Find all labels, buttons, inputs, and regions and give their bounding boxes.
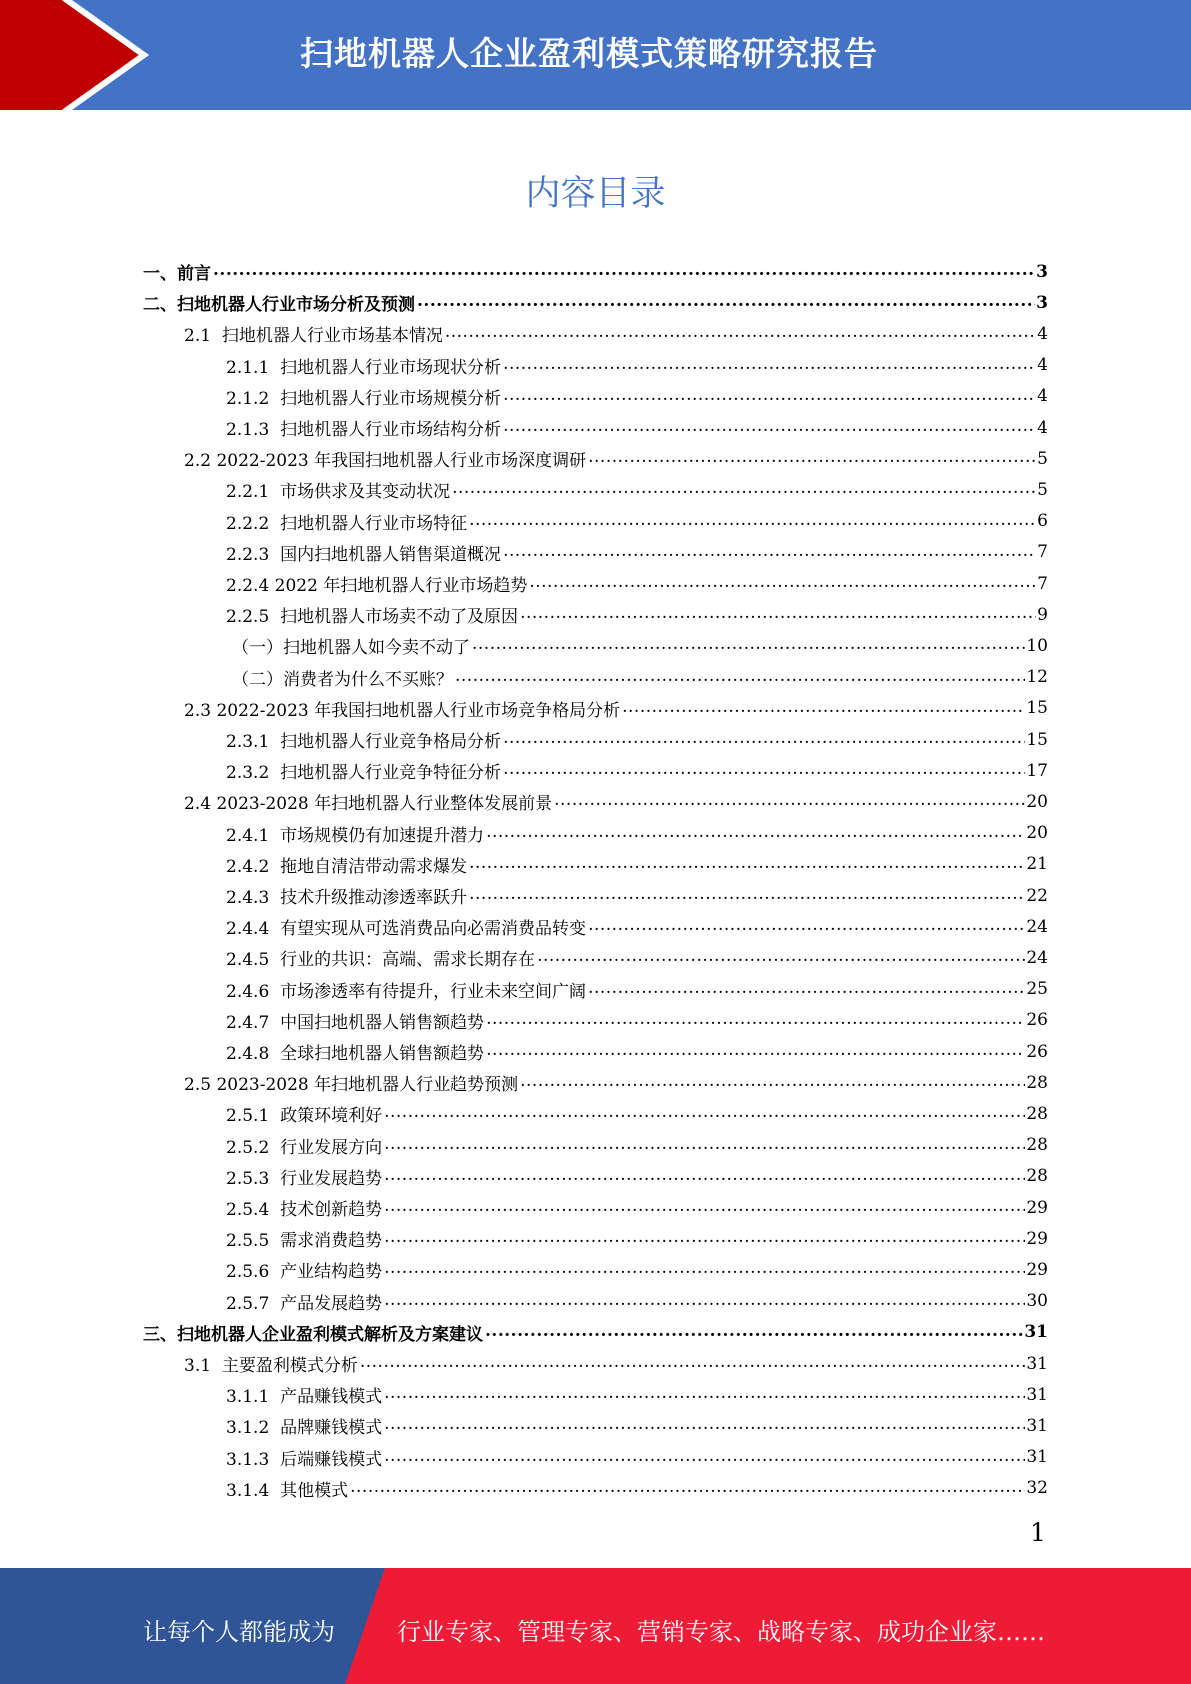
toc-entry-label: 2.2.1 市场供求及其变动状况 xyxy=(226,482,451,503)
toc-leader-dots xyxy=(485,1323,1023,1340)
toc-entry[interactable] xyxy=(226,599,1048,630)
toc-entry[interactable] xyxy=(226,1192,1048,1223)
toc-entry-page: 21 xyxy=(1026,854,1048,875)
toc-entry[interactable] xyxy=(226,412,1048,443)
toc-entry-page: 30 xyxy=(1026,1291,1048,1312)
toc-leader-dots xyxy=(486,1011,1025,1028)
toc-entry-page: 29 xyxy=(1026,1259,1048,1280)
toc-entry-page: 28 xyxy=(1026,1072,1048,1093)
toc-entry-label: 2.4.6 市场渗透率有待提升，行业未来空间广阔 xyxy=(226,981,587,1002)
toc-entry[interactable] xyxy=(184,443,1048,474)
toc-leader-dots xyxy=(588,980,1025,997)
toc-leader-dots xyxy=(588,449,1036,466)
toc-entry-page: 7 xyxy=(1037,542,1048,563)
toc-entry[interactable] xyxy=(143,1317,1048,1348)
toc-leader-dots xyxy=(360,1354,1026,1371)
toc-leader-dots xyxy=(384,1136,1025,1153)
toc-entry-label: 2.4.7 中国扫地机器人销售额趋势 xyxy=(226,1012,485,1033)
chevron-logo-icon xyxy=(0,0,200,110)
toc-leader-dots xyxy=(486,1042,1025,1059)
toc-entry-page: 5 xyxy=(1037,448,1048,469)
toc-entry-label: 2.5.5 需求消费趋势 xyxy=(226,1231,383,1252)
toc-entry[interactable] xyxy=(184,318,1048,349)
toc-entry[interactable] xyxy=(226,1254,1048,1285)
toc-entry[interactable] xyxy=(226,1130,1048,1161)
toc-entry-label: 2.5 2023-2028 年扫地机器人行业趋势预测 xyxy=(184,1075,519,1096)
toc-entry-label: 3.1.1 产品赚钱模式 xyxy=(226,1387,383,1408)
toc-entry-label: 二、扫地机器人行业市场分析及预测 xyxy=(143,295,415,316)
toc-entry-label: 2.4 2023-2028 年扫地机器人行业整体发展前景 xyxy=(184,794,553,815)
toc-leader-dots xyxy=(384,1198,1025,1215)
toc-entry[interactable] xyxy=(226,474,1048,505)
report-title: 扫地机器人企业盈利模式策略研究报告 xyxy=(300,34,878,73)
toc-leader-dots xyxy=(384,1104,1025,1121)
toc-entry[interactable] xyxy=(226,942,1048,973)
toc-leader-dots xyxy=(469,886,1025,903)
toc-leader-dots xyxy=(503,418,1036,435)
toc-entry-label: 2.1 扫地机器人行业市场基本情况 xyxy=(184,326,443,347)
toc-entry[interactable] xyxy=(226,506,1048,537)
toc-entry[interactable] xyxy=(226,537,1048,568)
toc-entry-label: 3.1 主要盈利模式分析 xyxy=(184,1356,358,1376)
toc-entry[interactable] xyxy=(226,1098,1048,1129)
toc-entry[interactable] xyxy=(226,1223,1048,1254)
toc-leader-dots xyxy=(213,262,1035,279)
toc-entry-label: 2.5.6 产业结构趋势 xyxy=(226,1262,383,1283)
toc-leader-dots xyxy=(529,574,1036,591)
toc-entry-page: 28 xyxy=(1026,1166,1048,1187)
toc-entry-page: 20 xyxy=(1026,823,1048,844)
toc-entry-label: 2.3 2022-2023 年我国扫地机器人行业市场竞争格局分析 xyxy=(184,700,621,721)
toc-entry-label: 3.1.2 品牌赚钱模式 xyxy=(226,1418,383,1439)
toc-entry-label: 2.4.8 全球扫地机器人销售额趋势 xyxy=(226,1044,485,1064)
toc-entry[interactable] xyxy=(184,1067,1048,1098)
toc-entry-page: 20 xyxy=(1026,791,1048,812)
toc-entry-page: 25 xyxy=(1026,979,1048,1000)
toc-leader-dots xyxy=(503,543,1036,560)
toc-leader-dots xyxy=(452,480,1036,497)
toc-title: 内容目录 xyxy=(525,174,666,214)
toc-entry-page: 9 xyxy=(1037,604,1048,625)
toc-leader-dots xyxy=(384,1229,1025,1246)
toc-entry[interactable] xyxy=(226,818,1048,849)
toc-leader-dots xyxy=(520,605,1036,622)
toc-entry-page: 7 xyxy=(1037,573,1048,594)
toc-entry-page: 28 xyxy=(1026,1135,1048,1156)
toc-entry-page: 22 xyxy=(1026,885,1048,906)
toc-entry-label: 2.3.1 扫地机器人行业竞争格局分析 xyxy=(226,732,502,752)
toc-entry-page: 31 xyxy=(1026,1353,1048,1374)
toc-leader-dots xyxy=(384,1385,1025,1402)
toc-leader-dots xyxy=(503,761,1025,778)
toc-entry[interactable] xyxy=(226,1286,1048,1317)
toc-entry-page: 31 xyxy=(1026,1447,1048,1468)
toc-entry-label: 3.1.3 后端赚钱模式 xyxy=(226,1449,383,1470)
toc-entry-label: 2.2.2 扫地机器人行业市场特征 xyxy=(226,513,468,534)
toc-leader-dots xyxy=(486,824,1025,841)
toc-entry-page: 3 xyxy=(1036,261,1048,282)
toc-entry-label: 2.2.5 扫地机器人市场卖不动了及原因 xyxy=(226,607,519,628)
toc-leader-dots xyxy=(469,512,1036,529)
toc-leader-dots xyxy=(384,1260,1025,1277)
page-number: 1 xyxy=(1030,1518,1046,1547)
toc-entry[interactable] xyxy=(226,849,1048,880)
toc-entry[interactable] xyxy=(226,974,1048,1005)
toc-entry-label: 2.5.1 政策环境利好 xyxy=(226,1106,383,1127)
toc-entry-label: 2.5.2 行业发展方向 xyxy=(226,1137,383,1158)
toc-entry-page: 32 xyxy=(1026,1478,1048,1499)
toc-entry-page: 4 xyxy=(1037,323,1048,344)
toc-entry[interactable] xyxy=(232,630,1048,661)
toc-entry-label: 一、前言 xyxy=(143,264,211,284)
toc-entry[interactable] xyxy=(226,1161,1048,1192)
toc-entry[interactable] xyxy=(232,662,1048,693)
toc-leader-dots xyxy=(384,1416,1025,1433)
toc-entry-label: 2.4.2 拖地自清洁带动需求爆发 xyxy=(226,856,468,877)
toc-entry-page: 28 xyxy=(1026,1103,1048,1124)
toc-entry-page: 31 xyxy=(1024,1322,1048,1343)
toc-entry-label: 2.2 2022-2023 年我国扫地机器人行业市场深度调研 xyxy=(184,451,587,472)
toc-entry[interactable] xyxy=(226,1036,1048,1067)
toc-entry-label: 2.2.4 2022 年扫地机器人行业市场趋势 xyxy=(226,576,528,596)
toc-leader-dots xyxy=(554,792,1025,809)
toc-entry[interactable] xyxy=(226,880,1048,911)
toc-leader-dots xyxy=(588,917,1025,934)
toc-entry-label: 2.1.2 扫地机器人行业市场规模分析 xyxy=(226,388,502,409)
toc-entry-label: 2.4.5 行业的共识：高端、需求长期存在 xyxy=(226,950,536,971)
toc-leader-dots xyxy=(537,948,1025,965)
header-banner xyxy=(0,0,1191,110)
toc-leader-dots xyxy=(350,1479,1025,1496)
toc-entry-label: 2.4.1 市场规模仍有加速提升潜力 xyxy=(226,825,485,846)
toc-entry-page: 29 xyxy=(1026,1197,1048,1218)
toc-entry-label: 2.5.3 行业发展趋势 xyxy=(226,1168,383,1189)
footer-banner xyxy=(0,1568,1191,1684)
toc-entry-label: 2.4.3 技术升级推动渗透率跃升 xyxy=(226,888,468,908)
toc-entry-label: （一）扫地机器人如今卖不动了 xyxy=(232,638,470,659)
toc-leader-dots xyxy=(455,668,1025,685)
toc-entry[interactable] xyxy=(143,256,1048,287)
toc-leader-dots xyxy=(445,324,1036,341)
toc-entry-page: 24 xyxy=(1026,947,1048,968)
toc-entry-page: 17 xyxy=(1026,760,1048,781)
toc-entry-label: （二）消费者为什么不买账？ xyxy=(232,669,453,690)
toc-leader-dots xyxy=(622,699,1025,716)
toc-leader-dots xyxy=(384,1292,1025,1309)
toc-entry[interactable] xyxy=(184,693,1048,724)
toc-entry-page: 6 xyxy=(1037,511,1048,532)
toc-entry[interactable] xyxy=(226,350,1048,381)
toc-entry-page: 5 xyxy=(1037,479,1048,500)
footer-slogan-right: 行业专家、管理专家、营销专家、战略专家、成功企业家…… xyxy=(397,1618,1045,1646)
toc-entry[interactable] xyxy=(226,1442,1048,1473)
toc-entry-page: 26 xyxy=(1026,1041,1048,1062)
toc-leader-dots xyxy=(503,387,1036,404)
toc-entry[interactable] xyxy=(184,786,1048,817)
toc-entry-page: 4 xyxy=(1037,386,1048,407)
toc-entry-label: 2.1.3 扫地机器人行业市场结构分析 xyxy=(226,420,502,440)
toc-entry-page: 4 xyxy=(1037,417,1048,438)
toc-entry[interactable] xyxy=(143,287,1048,318)
toc-entry-page: 31 xyxy=(1026,1384,1048,1405)
toc-entry-page: 15 xyxy=(1026,729,1048,750)
toc-entry-page: 29 xyxy=(1026,1228,1048,1249)
toc-entry-page: 4 xyxy=(1037,355,1048,376)
toc-leader-dots xyxy=(469,855,1025,872)
toc-entry-page: 3 xyxy=(1036,292,1048,313)
toc-entry[interactable] xyxy=(226,911,1048,942)
toc-leader-dots xyxy=(520,1073,1025,1090)
toc-entry[interactable] xyxy=(226,568,1048,599)
toc-entry[interactable] xyxy=(184,1348,1048,1379)
toc-entry-page: 10 xyxy=(1026,635,1048,656)
toc-entry-page: 24 xyxy=(1026,916,1048,937)
footer-slogan-left: 让每个人都能成为 xyxy=(143,1618,335,1646)
toc-leader-dots xyxy=(503,356,1036,373)
toc-entry-label: 2.5.7 产品发展趋势 xyxy=(226,1293,383,1314)
toc-entry-page: 15 xyxy=(1026,698,1048,719)
toc-entry[interactable] xyxy=(226,381,1048,412)
toc-entry[interactable] xyxy=(226,755,1048,786)
toc-entry[interactable] xyxy=(226,724,1048,755)
toc-leader-dots xyxy=(384,1167,1025,1184)
toc-entry-label: 2.3.2 扫地机器人行业竞争特征分析 xyxy=(226,763,502,784)
toc-entry[interactable] xyxy=(226,1005,1048,1036)
toc-entry-page: 12 xyxy=(1026,667,1048,688)
toc-entry-page: 26 xyxy=(1026,1010,1048,1031)
toc-entry-label: 2.4.4 有望实现从可选消费品向必需消费品转变 xyxy=(226,919,587,940)
toc-leader-dots xyxy=(472,636,1025,653)
toc-entry-page: 31 xyxy=(1026,1415,1048,1436)
toc-entry-label: 2.5.4 技术创新趋势 xyxy=(226,1200,383,1220)
toc-entry-label: 三、扫地机器人企业盈利模式解析及方案建议 xyxy=(143,1324,483,1345)
toc-entry[interactable] xyxy=(226,1410,1048,1441)
toc-entry[interactable] xyxy=(226,1473,1048,1504)
toc-leader-dots xyxy=(384,1448,1025,1465)
toc-entry-label: 3.1.4 其他模式 xyxy=(226,1480,349,1501)
toc-entry-label: 2.2.3 国内扫地机器人销售渠道概况 xyxy=(226,544,502,565)
toc-entry[interactable] xyxy=(226,1379,1048,1410)
toc-leader-dots xyxy=(503,730,1025,747)
toc-entry-label: 2.1.1 扫地机器人行业市场现状分析 xyxy=(226,357,502,378)
toc-leader-dots xyxy=(417,293,1035,310)
